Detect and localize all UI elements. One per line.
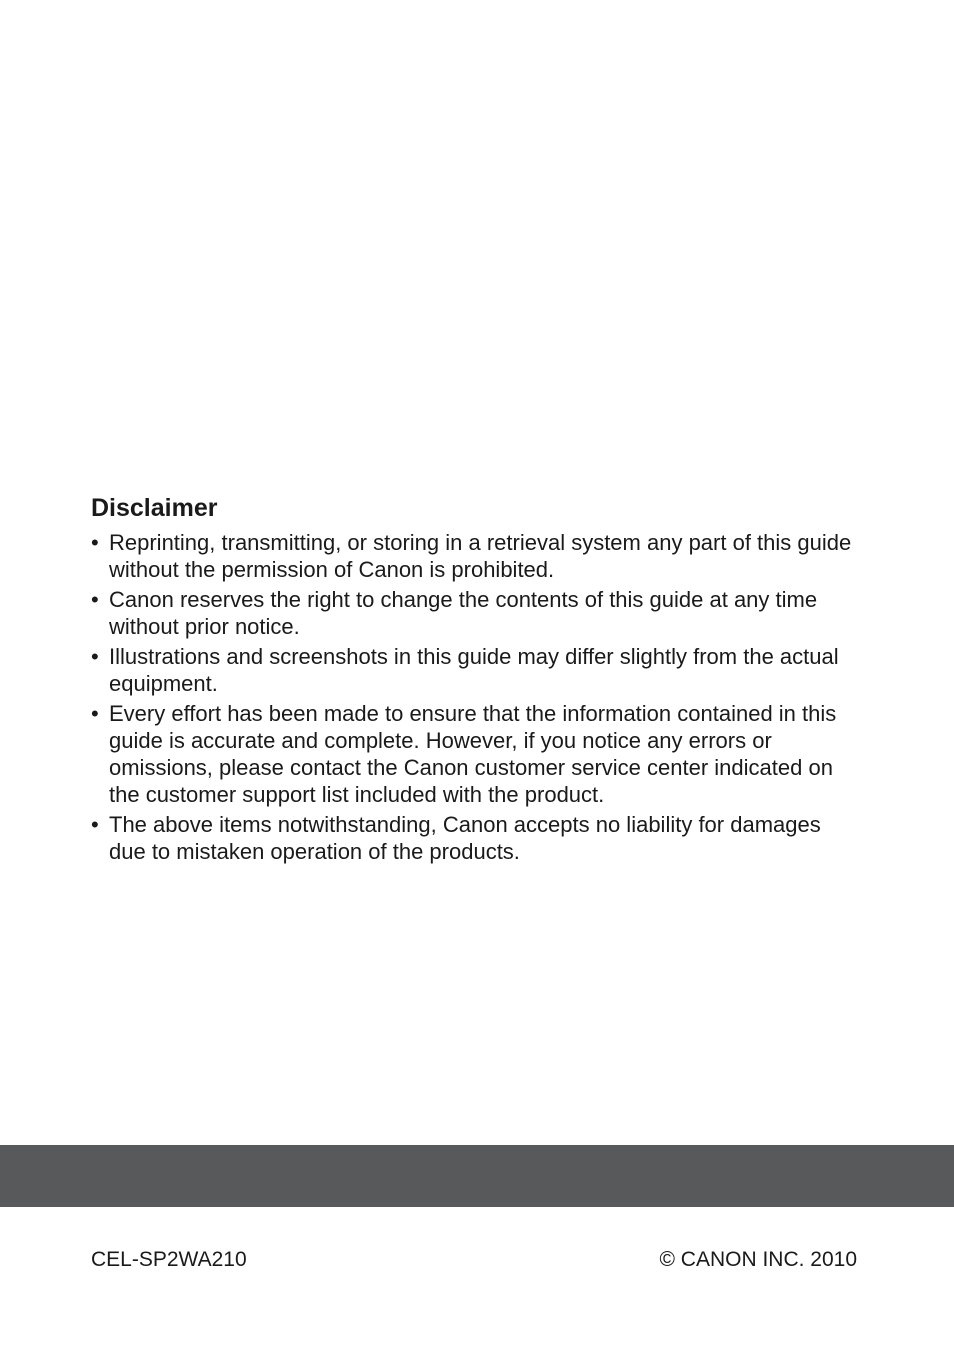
bullet-icon: • — [91, 587, 99, 612]
disclaimer-item-text: Illustrations and screenshots in this guide may differ slightly from the actual equipment. — [109, 644, 839, 696]
disclaimer-section — [91, 492, 861, 868]
disclaimer-item-accuracy — [91, 700, 861, 808]
document-code: CEL-SP2WA210 — [91, 1248, 247, 1271]
disclaimer-item-reprinting — [91, 529, 861, 583]
disclaimer-item-illustrations — [91, 643, 861, 697]
footer-band — [0, 1145, 954, 1207]
disclaimer-item-changes — [91, 586, 861, 640]
disclaimer-list — [91, 529, 861, 865]
bullet-icon: • — [91, 812, 99, 837]
bullet-icon: • — [91, 701, 99, 726]
disclaimer-item-text: Every effort has been made to ensure that the information contained in this guide is accurate and complete. However, if you notice any errors or omissions, please contact the Canon customer service center indicated on the customer support list included with the product. — [109, 701, 837, 807]
bullet-icon: • — [91, 530, 99, 555]
bullet-icon: • — [91, 644, 99, 669]
disclaimer-item-liability — [91, 811, 861, 865]
copyright-notice: © CANON INC. 2010 — [659, 1248, 857, 1271]
disclaimer-title: Disclaimer — [91, 494, 218, 522]
disclaimer-item-text: The above items notwithstanding, Canon accepts no liability for damages due to mistaken operation of the products. — [109, 812, 821, 864]
disclaimer-item-text: Canon reserves the right to change the contents of this guide at any time without prior notice. — [109, 587, 818, 639]
disclaimer-item-text: Reprinting, transmitting, or storing in a retrieval system any part of this guide without the permission of Canon is prohibited. — [109, 530, 852, 582]
